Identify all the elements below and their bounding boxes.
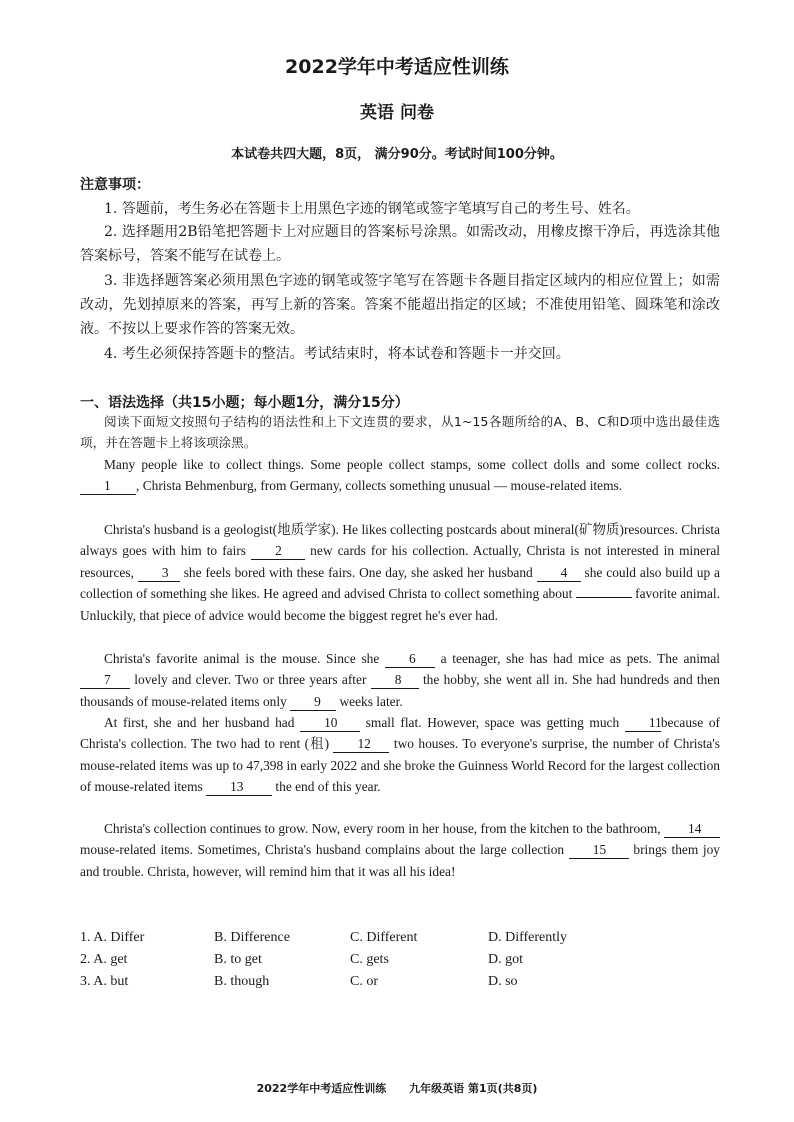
blank-9: 9 [290,694,336,711]
notice-heading: 注意事项： [80,177,150,193]
blank-2: 2 [251,543,305,560]
blank-6: 6 [385,651,435,668]
passage-text: Christa's husband is a geologist(地质学家). He likes collecting postcards about mineral(矿物质)resources. Christa always goes with him to fairs [80,522,720,559]
passage-text: Christa's favorite animal is the mouse. Since she [104,651,385,666]
passage-text: small flat. However, space was getting much [360,715,625,730]
exam-title: 2022学年中考适应性训练 [285,56,509,78]
passage-text: the end of this year. [272,779,381,795]
passage-text: two houses. To everyone's surprise, the number of Christa's mouse-related items was up to 47,398 in early 2022 and she broke the Guinness World Record for the largest collection of mouse-related items [80,736,720,795]
passage-text: lovely and clever. Two or three years after [130,672,371,688]
option-3d: D. so [488,974,518,989]
passage-paragraph-2 [80,519,720,626]
passage-text: favorite animal. Unluckily, that piece of advice would become the biggest regret he's ever had. [80,586,720,623]
notice-item-4: 4. 考生必须保持答题卡的整洁。考试结束时，将本试卷和答题卡一并交回。 [104,346,570,362]
section-heading: 一、语法选择（共15小题；每小题1分，满分15分） [80,395,409,411]
blank-5 [576,597,632,598]
option-3b: B. though [214,974,270,989]
passage-text: weeks later. [336,693,403,709]
passage-text: At first, she and her husband had [104,715,301,730]
blank-3: 3 [138,565,180,582]
blank-7: 7 [80,672,130,689]
passage-text: the hobby, she went all in. She had hundreds and then thousands of mouse-related items only [80,672,720,709]
passage-text: because of Christa's collection. The two had to rent (租) [80,715,720,752]
blank-15: 15 [569,842,629,859]
option-3a: 3. A. but [80,974,129,989]
passage-text: , Christa Behmenburg, from Germany, collects something unusual — mouse-related items. [136,478,623,494]
option-1b: B. Difference [214,930,290,945]
blank-10: 10 [300,715,360,732]
passage-text: Many people like to collect things. Some people collect stamps, some collect dolls and some collect rocks. [104,457,720,472]
blank-12: 12 [333,736,389,753]
notice-item-3: 3. 非选择题答案必须用黑色字迹的钢笔或签字笔写在答题卡各题目指定区域内的相应位置上；如需改动，先划掉原来的答案，再写上新的答案。答案不能超出指定的区域；不准使用铅笔、圆珠笔和涂改液。不按以上要求作答的答案无效。 [80,273,720,337]
blank-4: 4 [537,565,581,582]
passage-text: brings them joy and trouble. Christa, however, will remind him that it was all his idea! [80,842,720,879]
passage-paragraph-5 [80,818,720,882]
passage-text: Christa's collection continues to grow. Now, every room in her house, from the kitchen to the bathroom, [104,821,664,836]
passage-text: mouse-related items. Sometimes, Christa's husband complains about the large collection [80,842,569,858]
exam-info: 本试卷共四大题，8页， 满分90分。考试时间100分钟。 [231,147,563,162]
blank-1: 1 [80,478,136,495]
option-1a: 1. A. Differ [80,930,145,945]
notice-item-1: 1. 答题前，考生务必在答题卡上用黑色字迹的钢笔或签字笔填写自己的考生号、姓名。 [104,201,640,217]
passage-paragraph-4 [80,712,720,798]
section-instruction: 阅读下面短文按照句子结构的语法性和上下文连贯的要求，从1~15各题所给的A、B、C和D项中选出最佳选项，并在答题卡上将该项涂黑。 [80,414,720,451]
blank-13: 13 [206,779,272,796]
passage-text: a teenager, she has had mice as pets. The animal [435,651,720,666]
option-2d: D. got [488,952,523,967]
passage-paragraph-3 [80,648,720,712]
option-2a: 2. A. get [80,952,128,967]
option-1d: D. Differently [488,930,568,945]
passage-paragraph-1 [80,454,720,497]
blank-8: 8 [371,672,419,689]
passage-text: she feels bored with these fairs. One day, she asked her husband [179,564,537,580]
passage-text: she could also build up a collection of something she likes. He agreed and advised Christa to collect something about [80,564,720,602]
option-3c: C. or [350,974,378,989]
page-footer: 2022学年中考适应性训练 九年级英语 第1页(共8页) [256,1082,538,1095]
blank-11: 11 [625,715,661,732]
option-2c: C. gets [350,952,389,967]
blank-14: 14 [664,821,720,838]
option-2b: B. to get [214,952,262,967]
passage-text: new cards for his collection. Actually, Christa is not interested in mineral resources, [80,543,720,580]
notice-item-2: 2. 选择题用2B铅笔把答题卡上对应题目的答案标号涂黑。如需改动，用橡皮擦干净后，再选涂其他答案标号，答案不能写在试卷上。 [80,224,720,264]
exam-subtitle: 英语 问卷 [360,103,434,123]
option-1c: C. Different [350,930,418,945]
